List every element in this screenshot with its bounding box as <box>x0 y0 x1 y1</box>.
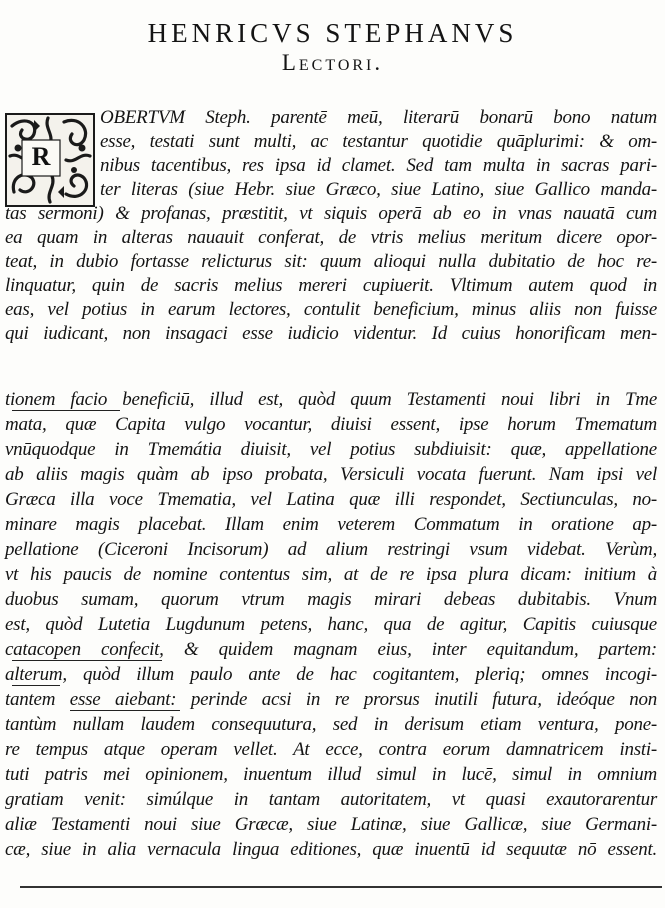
page-subtitle: Lectori. <box>281 50 384 75</box>
handwritten-underline <box>12 660 162 661</box>
text-line: teat, in dubio fortasse relicturus sit: quum alioqui nulla dubitatio de hoc re- <box>5 251 657 272</box>
text-line: vnūquodque in Tmemátia diuisit, vel potius subdiuisit: quæ, appellatione <box>5 439 657 460</box>
text-line: linquatur, quin de sacris melius mereri cupiuerit. Vltimum autem quod in <box>5 275 657 296</box>
handwritten-underline <box>12 410 120 411</box>
text-line: tantem esse aiebant: perinde acsi in re prorsus inutili futura, ideóque non <box>5 689 657 710</box>
text-line: ab aliis magis quàm ab ipso probata, Versiculi vocata fuerunt. Nam ipsi vel <box>5 464 657 485</box>
text-line: tantùm nullam laudem consequutura, sed in derisum etiam ventura, pone- <box>5 714 657 735</box>
text-line: gratiam venit: simúlque in tantam autoritatem, vt quasi exautorarentur <box>5 789 657 810</box>
text-line: qui iudicant, non insagaci esse iudicio videntur. Id cuius honorificam men- <box>5 323 657 344</box>
text-line: mata, quæ Capita vulgo vocantur, diuisi essent, ipse horum Tmematum <box>5 414 657 435</box>
text-line: eas, vel potius in earum lectores, contulit beneficium, minus aliis non fuisse <box>5 299 657 320</box>
bottom-rule <box>20 886 662 888</box>
text-line: aliæ Testamenti noui siue Græcæ, siue Latinæ, siue Gallicæ, siue Germani- <box>5 814 657 835</box>
text-line: duobus sumam, quorum vtrum magis mirari debeas dubitabis. Vnum <box>5 589 657 610</box>
decorated-initial <box>4 112 96 208</box>
text-line: ter literas (siue Hebr. siue Græco, siue Latino, siue Gallico manda- <box>100 179 657 200</box>
text-line: tionem facio beneficiū, illud est, quòd quum Testamenti noui libri in Tme <box>5 389 657 410</box>
text-line: esse, testati sunt multi, ac testantur quotidie quāplurimi: & om- <box>100 131 657 152</box>
text-line: minare magis placebat. Illam enim veterem Commatum in oratione ap- <box>5 514 657 535</box>
text-line: vt his paucis de nomine contentus sim, at de re ipsa plura dicam: initium à <box>5 564 657 585</box>
text-line: catacopen confecit, & quidem magnam eius, inter equitandum, partem: <box>5 639 657 660</box>
text-line: re tempus atque operam vellet. At ecce, contra eorum damnatricem insti- <box>5 739 657 760</box>
handwritten-underline <box>12 685 60 686</box>
text-line: tas sermoni) & profanas, præstitit, vt siquis operā ab eo in vnas nauatā cum <box>5 203 657 224</box>
text-line: alterum, quòd illum paulo ante de hac cogitantem, pleriq; omnes incogi- <box>5 664 657 685</box>
handwritten-underline <box>70 710 180 711</box>
text-line: ea quam in alteras nauauit conferat, de vtris melius meritum dicere opor- <box>5 227 657 248</box>
text-line: Græca illa voce Tmematia, vel Latina quæ illi respondet, Sectiunculas, no- <box>5 489 657 510</box>
initial-letter: R <box>31 142 51 171</box>
text-line: tuti patris mei opinionem, inuentum illud simul in lucē, simul in omnium <box>5 764 657 785</box>
text-line: cæ, siue in alia vernacula lingua editiones, quæ inuentū id sequutæ nō essent. <box>5 839 657 860</box>
text-line: pellatione (Ciceroni Incisorum) ad alium restringi vsum videbat. Verùm, <box>5 539 657 560</box>
text-line: est, quòd Lutetia Lugdunum petens, hanc, qua de agitur, Capitis cuiusque <box>5 614 657 635</box>
page-title: HENRICVS STEPHANVS <box>147 18 518 48</box>
text-line: nibus tacentibus, res ipsa id clamet. Sed tam multa in sacras pari- <box>100 155 657 176</box>
text-line: OBERTVM Steph. parentē meū, literarū bonarū bono natum <box>100 107 657 128</box>
